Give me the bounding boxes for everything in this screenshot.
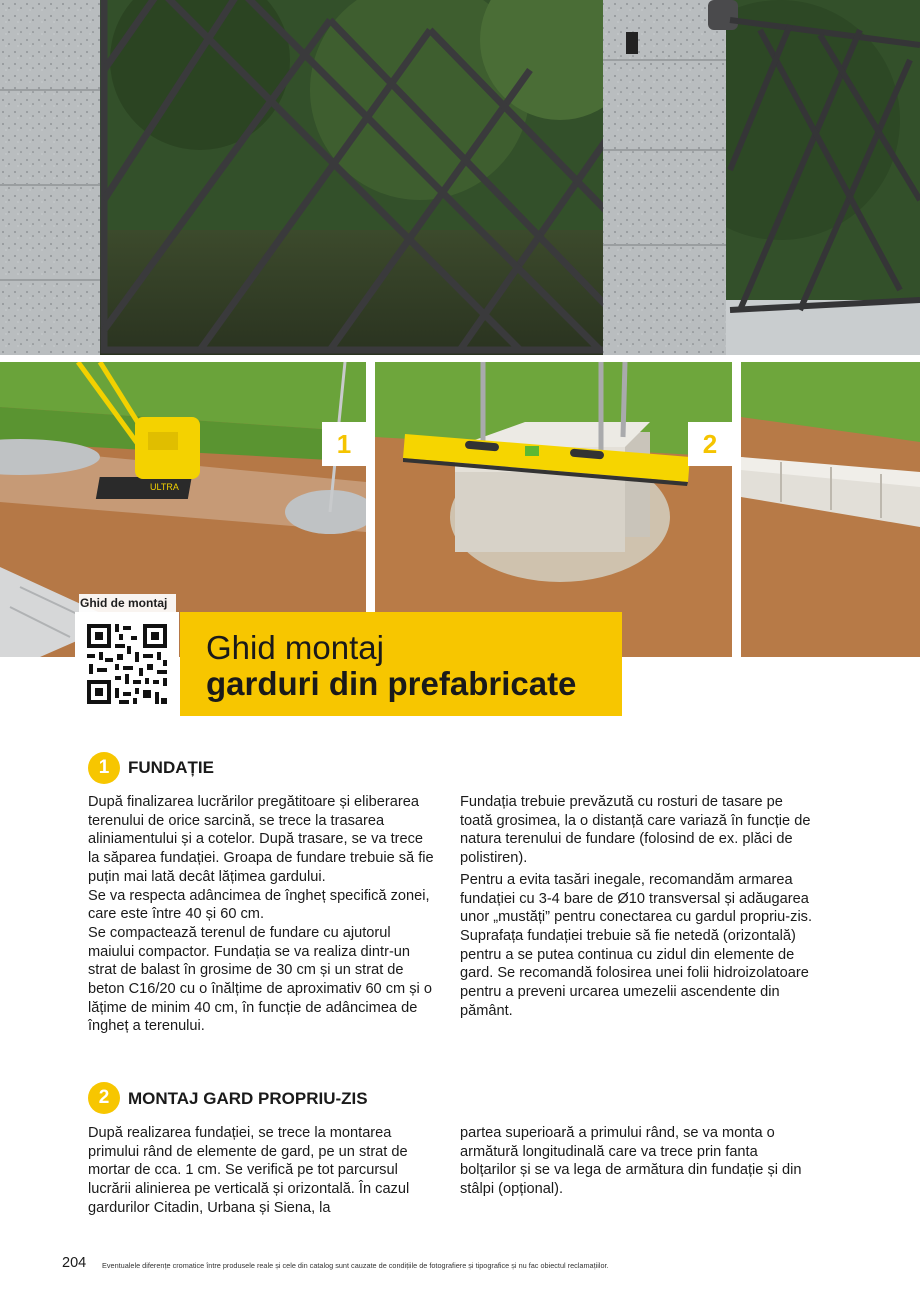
section-1-paragraph: Fundația trebuie prevăzută cu rosturi de tasare pe toată grosimea, la o distanță care variază în funcție de natura terenului de fundare (folosind de ex. plăci de polistiren). xyxy=(460,794,811,867)
hero-photo xyxy=(0,0,920,355)
title-line-2: garduri din prefabricate xyxy=(206,665,577,702)
section-1-paragraph: Se va respecta adâncimea de îngheț specifică zonei, care este între 40 și 60 cm. xyxy=(88,887,430,923)
qr-caption: Ghid de montaj xyxy=(79,594,176,612)
section-2-paragraph: După realizarea fundației, se trece la montarea primului rând de elemente de gard, pe un strat de mortar de cca. 1 cm. Se verifică pe tot parcursul lucrării alinierea pe verticală și orizontală. În cazul gardurilor Citadin, Urbana și Siena, la xyxy=(88,1125,410,1216)
section-1-column-1 xyxy=(88,793,438,1036)
title-line-1: Ghid montaj xyxy=(206,629,384,666)
qr-code-icon[interactable] xyxy=(75,612,179,716)
step-3-photo xyxy=(741,362,920,657)
fence-elements-illustration xyxy=(741,362,920,657)
footer-disclaimer: Eventualele diferențe cromatice între produsele reale și cele din catalog sunt cauzate de condițiile de fotografiere și tipografice și nu fac obiectul reclamațiilor. xyxy=(102,1261,609,1270)
section-1-paragraph: Pentru a evita tasări inegale, recomandăm armarea fundației cu 3-4 bare de Ø10 transversal și adăugarea unor „mustăți” pentru conectarea cu gardul propriu-zis. Suprafața fundației trebuie să fie netedă (orizontală) pentru a se putea continua cu zidul din elemente de gard. Se recomandă folosirea unei folii hidroizolatoare pentru a preveni urcarea umezelii ascendente din pământ. xyxy=(460,871,813,1019)
section-1-title: FUNDAȚIE xyxy=(128,758,214,777)
section-1-paragraph: După finalizarea lucrărilor pregătitoare și eliberarea terenului de orice sarcină, se trece la trasarea aliniamentului și a cotelor. După trasare, se va trece la săparea fundației. Groapa de fundare trebuie să fie puțin mai lată decât lățimea gardului. xyxy=(88,794,434,885)
section-2-title: MONTAJ GARD PROPRIU-ZIS xyxy=(128,1089,368,1108)
section-2-paragraph: partea superioară a primului rând, se va monta o armătură longitudinală care va trece prin fanta bolțarilor și se va lega de armătura din fundație și din stâlpi (opțional). xyxy=(460,1125,802,1198)
section-2-number: 2 xyxy=(88,1082,120,1114)
step-1-badge: 1 xyxy=(322,422,366,466)
section-2-column-1 xyxy=(88,1124,433,1218)
section-2-column-2 xyxy=(460,1124,810,1199)
title-banner xyxy=(180,612,622,716)
page-number: 204 xyxy=(62,1255,87,1271)
svg-text:ULTRA: ULTRA xyxy=(150,482,179,492)
step-2-badge: 2 xyxy=(688,422,732,466)
qr-code-graphic xyxy=(75,612,179,716)
section-1-paragraph: Se compactează terenul de fundare cu ajutorul maiului compactor. Fundația se va realiza dintr-un strat de balast în grosime de 30 cm și un strat de beton C16/20 cu o înălțime de aproximativ 60 cm și o lățime de minim 40 cm, în funcție de adâncimea de îngheț a terenului. xyxy=(88,924,432,1035)
section-1-column-2 xyxy=(460,793,815,1020)
section-1-number: 1 xyxy=(88,752,120,784)
fence-illustration xyxy=(0,0,920,355)
